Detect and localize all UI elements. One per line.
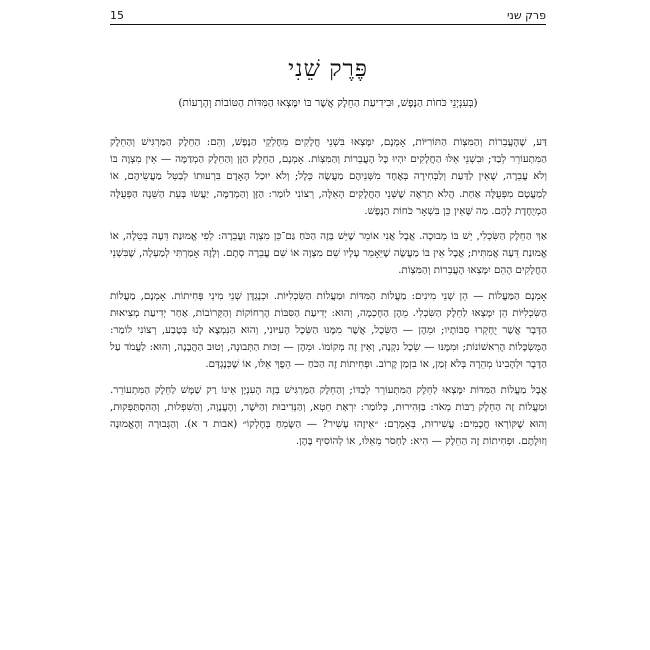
running-header-chapter: פרק שני: [506, 9, 546, 22]
paragraph: [110, 134, 547, 220]
paragraph-text: אָמְנָם הַמַּעֲלוֹת — הֵן שְׁנֵי מִינִים: מַעֲלוֹת הַמִּדּוֹת וּמַעֲלוֹת הַשִּׂכְלִיּוֹת. וּכְנֶגְדָּן שְׁנֵי מִינֵי פְּחִיתוֹת. אָמְנָם, מַעֲלוֹת הַשִּׂכְלִיּוֹת הֵן יִמָּצְאוּ לַחֵלֶק הַשִּׂכְלִי. מֵהֶן הַחָכְמָה, וְהוּא: יְדִיעַת הַסִּבּוֹת הָרְחוֹקוֹת וְהַקְּרוֹבוֹת, אַחַר יְדִיעַת מְצִיאוּת הַדָּבָר אֲשֶׁר יֻחְקְרוּ סִבּוֹתָיו; וּמֵהֶן — הַשֵּׂכֶל, אֲשֶׁר מִמֶּנּוּ הַשֵּׂכֶל הָעִיּוּנִי, וְהוּא הַנִּמְצָא לָנוּ בְּטֶבַע, רְצוֹנִי לוֹמַר: הַמֻּשְׂכָּלוֹת הָרִאשׁוֹנוֹת; וּמִמֶּנּוּ — שֵׂכֶל נִקְנֶה, וְאֵין זֶה מְקוֹמוֹ. וּמֵהֶן — זַכּוּת הַתְּבוּנָה, וְטוּב הַהֲבָנָה, וְהוּא: לַעֲמֹד עַל הַדָּבָר וּלְהָבִינוֹ מְהֵרָה בְּלֹא זְמַן, אוֹ בִזְמַן קָרוֹב. וּפְחִיתוֹת זֶה הַכֹּחַ — הֵפֶךְ אֵלּוּ, אוֹ שֶׁכְּנֶגְדָּם.: [110, 289, 547, 371]
paragraph: [110, 288, 547, 374]
chapter-title: פֶּרֶק שֵׁנִי: [288, 56, 368, 82]
chapter-body: [110, 134, 547, 458]
paragraph-text: אֲבָל מַעֲלוֹת הַמִּדּוֹת יִמָּצְאוּ לַחֵלֶק הַמִּתְעוֹרֵר לְבַדּוֹ; וְהַחֵלֶק הַמַּרְגִּישׁ בְּזֶה הָעִנְיָן אֵינוֹ רַק שַׁמָּשׁ לַחֵלֶק הַמִּתְעוֹרֵר. וּמַעֲלוֹת זֶה הַחֵלֶק רַבּוֹת מְאֹד: בַּזְּהִירוּת, כְּלוֹמַר: יִרְאַת חֵטְא, וְהַנְּדִיבוּת וְהַיֹּשֶׁר, וְהָעֲנָוָה, וְהַשִּׁפְלוּת, וְהַהִסְתַּפְּקוּת, וְהוּא שֶׁקּוֹרְאוּ חֲכָמִים: עֲשִׁירוּת, בְּאָמְרָם: ״אֵיזֶהוּ עָשִׁיר? — הַשָּׂמֵחַ בְּחֶלְקוֹ״ (אבות ד א). וְהַגְּבוּרָה וְהָאֱמוּנָה וְזוּלָתָם. וּפְחִיתוֹת זֶה הַחֵלֶק — הִיא: לַחְסֹר מֵאֵלּוּ, אוֹ לְהוֹסִיף בָּהֶן.: [110, 383, 547, 448]
running-header: [110, 6, 546, 25]
paragraph-text: דַּע, שֶׁהָעֲבֵרוֹת וְהַמִּצְוֹת הַתּוֹרִיּוֹת, אָמְנָם, יִמָּצְאוּ בִּשְׁנֵי חֲלָקִים מֵחֶלְקֵי הַנֶּפֶשׁ, וְהֵם: הַחֵלֶק הַמַּרְגִּישׁ וְהַחֵלֶק הַמִּתְעוֹרֵר לְבַד; וּבִשְׁנֵי אֵלּוּ הַחֲלָקִים יִהְיוּ כָּל הָעֲבֵרוֹת וְהַמִּצְוֹת. אָמְנָם, הַחֵלֶק הַזָּן וְהַחֵלֶק הַמְדַמֶּה — אֵין מִצְוָה בּוֹ וְלֹא עֲבֵרָה, שֶׁאֵין לַדַּעַת וְלַבְּחִירָה בְּאֶחָד מִשְּׁנֵיהֶם מַעֲשֶׂה כְּלָל; וְלֹא יוּכַל הָאָדָם בִּרְעוּתוֹ לְבַטֵּל מַעֲשֵׂיהֶם, אוֹ לְמַעֲטָם מִפְּעֻלָּה אַחַת. הֲלֹא תִרְאֶה שֶׁשְּׁנֵי הַחֲלָקִים הָאֵלֶּה, רְצוֹנִי לוֹמַר: הַזָּן וְהַמְדַמֶּה, יַעֲשׂוּ בְּעֵת הַשֵּׁנָה הַפְּעֻלָּה הַמְיֻחֶדֶת לָהֶם. מַה שֶּׁאֵין כֵּן בִּשְׁאָר כֹּחוֹת הַנֶּפֶשׁ.: [110, 136, 547, 217]
page-number: 15: [110, 9, 124, 22]
chapter-subtitle: (בְּעִנְיְנֵי כֹּחוֹת הַנֶּפֶשׁ, וּבִידִיעַת הַחֵלֶק אֲשֶׁר בּוֹ יִמָּצְאוּ הַמִּדּוֹת הַטּוֹבוֹת וְהָרָעוֹת): [178, 97, 478, 109]
paragraph-text: אַךְ הַחֵלֶק הַשִּׂכְלִי, יֵשׁ בּוֹ מְבוּכָה. אֲבָל אֲנִי אוֹמֵר שֶׁיֵּשׁ בְּזֶה הַכֹּחַ גַּם־כֵּן מִצְוָה וַעֲבֵרָה: לְפִי אֱמוּנַת דֵּעָה בְּטֵלָה, אוֹ אֱמוּנַת דֵּעָה אֲמִתִּית; אֲבָל אֵין בּוֹ מַעֲשֶׂה שֶׁיֵּאָמֵר עָלָיו שֵׁם מִצְוָה אוֹ שֵׁם עֲבֵרָה סְתָם. וְלָזֶה אָמַרְתִּי לְמַעְלָה, שֶׁבִּשְׁנֵי הַחֲלָקִים הָהֵם יִמָּצְאוּ הָעֲבֵרוֹת וְהַמִּצְוֹת.: [110, 230, 547, 277]
paragraph: [110, 228, 547, 280]
paragraph: [110, 382, 547, 451]
